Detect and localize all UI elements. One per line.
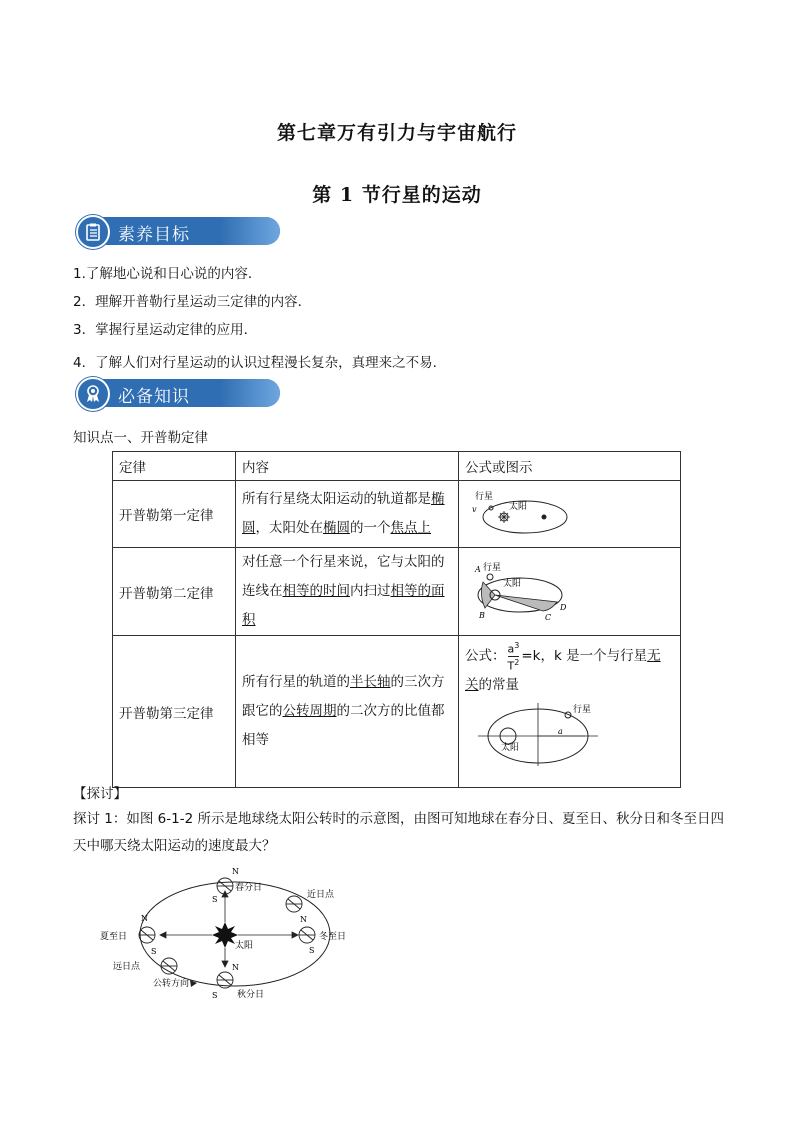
svg-text:太阳: 太阳 <box>501 743 520 754</box>
svg-text:S: S <box>212 991 218 1000</box>
knowledge-banner <box>76 377 286 409</box>
svg-text:B: B <box>479 610 485 620</box>
svg-text:春分日: 春分日 <box>235 883 263 893</box>
svg-text:a: a <box>558 727 563 737</box>
svg-text:S: S <box>309 946 315 955</box>
law2-figure <box>459 548 681 636</box>
svg-text:秋分日: 秋分日 <box>237 990 265 1000</box>
law3-content: 所有行星的轨道的半长轴的三次方跟它的公转周期的二次方的比值都相等 <box>236 636 459 788</box>
law3-name: 开普勒第三定律 <box>113 636 236 788</box>
chapter-title: 第七章万有引力与宇宙航行 <box>276 122 517 144</box>
svg-text:公转方向: 公转方向 <box>153 979 190 989</box>
knowledge-heading: 知识点一、开普勒定律 <box>73 430 208 446</box>
svg-text:行星: 行星 <box>573 705 592 716</box>
svg-text:太阳: 太阳 <box>235 941 254 951</box>
discussion-question: 探讨 1：如图 6-1-2 所示是地球绕太阳公转时的示意图，由图可知地球在春分日、夏至日、秋分日和冬至日四天中哪天绕太阳运动的速度最大？ <box>73 811 724 854</box>
svg-text:C: C <box>545 612 552 622</box>
table-row <box>113 481 681 548</box>
table-row <box>113 548 681 636</box>
law1-figure <box>459 481 681 548</box>
goal-2: 2．理解开普勒行星运动三定律的内容． <box>73 294 312 310</box>
law3-formula-cell <box>459 636 681 788</box>
earth-orbit-diagram <box>95 862 375 1007</box>
medal-icon <box>76 377 110 411</box>
section-title: 第 1 节行星的运动 <box>312 184 482 206</box>
svg-text:N: N <box>232 963 239 972</box>
law2-name: 开普勒第二定律 <box>113 548 236 636</box>
equal-area-diagram <box>465 555 575 625</box>
banner-label: 必备知识 <box>118 387 190 407</box>
header-content: 内容 <box>236 452 459 481</box>
goals-banner <box>76 215 286 247</box>
kepler-laws-table <box>112 451 681 788</box>
discussion-heading: 【探讨】 <box>73 786 127 802</box>
svg-text:N: N <box>141 914 148 923</box>
law1-name: 开普勒第一定律 <box>113 481 236 548</box>
goal-4: 4．了解人们对行星运动的认识过程漫长复杂，真理来之不易. <box>73 355 437 371</box>
svg-text:D: D <box>560 602 567 612</box>
clipboard-icon <box>76 215 110 249</box>
svg-text:N: N <box>300 915 307 924</box>
semi-major-axis-diagram <box>473 698 603 768</box>
law2-content: 对任意一个行星来说，它与太阳的连线在相等的时间内扫过相等的面积 <box>236 548 459 636</box>
law1-content: 所有行星绕太阳运动的轨道都是椭圆，太阳处在椭圆的一个焦点上 <box>236 481 459 548</box>
svg-text:太阳: 太阳 <box>503 578 522 589</box>
elliptical-orbit-diagram <box>465 485 575 540</box>
goal-3: 3．掌握行星运动定律的应用． <box>73 322 258 338</box>
svg-text:A: A <box>475 564 481 574</box>
header-law: 定律 <box>113 452 236 481</box>
svg-text:近日点: 近日点 <box>307 890 335 900</box>
table-row <box>113 636 681 788</box>
banner-label: 素养目标 <box>118 225 190 245</box>
svg-text:夏至日: 夏至日 <box>100 932 128 942</box>
kepler-third-formula: 公式： $\frac{a^3}{T^2}$ =k，k 是一个与行星无关的常量 <box>465 641 661 694</box>
goal-1: 1.了解地心说和日心说的内容． <box>73 266 262 282</box>
svg-text:N: N <box>232 867 239 876</box>
svg-text:行星: 行星 <box>483 562 502 573</box>
svg-text:v: v <box>472 504 477 514</box>
svg-text:远日点: 远日点 <box>113 962 141 972</box>
svg-text:太阳: 太阳 <box>509 501 528 512</box>
table-header-row <box>113 452 681 481</box>
svg-text:S: S <box>151 947 157 956</box>
svg-text:S: S <box>212 895 218 904</box>
header-formula: 公式或图示 <box>459 452 681 481</box>
svg-text:行星: 行星 <box>475 491 494 502</box>
svg-text:冬至日: 冬至日 <box>319 932 347 942</box>
